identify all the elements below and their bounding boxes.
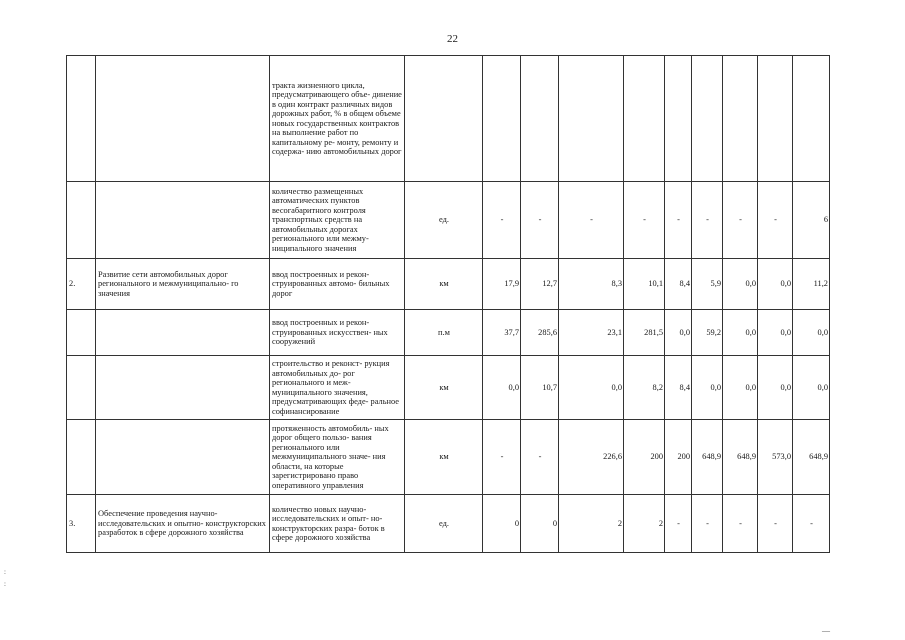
indicator-name: тракта жизненного цикла, предусматривающего объе- динение в один контракт различных видов дорожных работ, % в общем объеме новых государственных контрактов на выполнение работ по капитальному ре- монту, ремонту и содержа- нию автомобильных дорог bbox=[270, 56, 405, 182]
value-cell: 0 bbox=[521, 495, 559, 553]
row-number bbox=[67, 356, 96, 420]
value-cell: 2 bbox=[559, 495, 624, 553]
value-cell bbox=[758, 56, 793, 182]
indicator-name: ввод построенных и рекон- струированных автомо- бильных дорог bbox=[270, 259, 405, 310]
task-name: Обеспечение проведения научно- исследовательских и опытно- конструкторских разработок в сфере дорожного хозяйства bbox=[96, 495, 270, 553]
indicator-name: ввод построенных и рекон- струированных искусствен- ных сооружений bbox=[270, 310, 405, 356]
value-cell: - bbox=[758, 495, 793, 553]
unit-cell: км bbox=[405, 356, 483, 420]
task-name bbox=[96, 420, 270, 495]
value-cell: 0,0 bbox=[723, 259, 758, 310]
value-cell: - bbox=[665, 495, 692, 553]
footer-mark: — bbox=[822, 626, 830, 635]
value-cell: - bbox=[665, 182, 692, 259]
value-cell: 8,4 bbox=[665, 356, 692, 420]
table-row bbox=[67, 495, 830, 553]
value-cell: 17,9 bbox=[483, 259, 521, 310]
table-row bbox=[67, 259, 830, 310]
row-number: 2. bbox=[67, 259, 96, 310]
value-cell: 0,0 bbox=[559, 356, 624, 420]
value-cell: 10,7 bbox=[521, 356, 559, 420]
task-name: Развитие сети автомобильных дорог регионального и межмуниципально- го значения bbox=[96, 259, 270, 310]
value-cell: - bbox=[483, 182, 521, 259]
value-cell: 200 bbox=[665, 420, 692, 495]
indicator-name: строительство и реконст- рукция автомобильных до- рог регионального и меж- муниципального значения, предусматривающих феде- ральное софинансирование bbox=[270, 356, 405, 420]
value-cell bbox=[665, 56, 692, 182]
page-number: 22 bbox=[447, 33, 458, 45]
value-cell: - bbox=[559, 182, 624, 259]
value-cell: 200 bbox=[624, 420, 665, 495]
table-row bbox=[67, 420, 830, 495]
value-cell: 0,0 bbox=[758, 259, 793, 310]
value-cell bbox=[559, 56, 624, 182]
task-name bbox=[96, 356, 270, 420]
indicator-name: протяженность автомобиль- ных дорог общего пользо- вания регионального или межмуниципального значе- ния области, на которые зарегистрировано право оперативного управления bbox=[270, 420, 405, 495]
unit-cell: ед. bbox=[405, 182, 483, 259]
value-cell: 648,9 bbox=[723, 420, 758, 495]
value-cell: - bbox=[483, 420, 521, 495]
row-number: 3. bbox=[67, 495, 96, 553]
value-cell: 0 bbox=[483, 495, 521, 553]
row-number bbox=[67, 420, 96, 495]
value-cell: 648,9 bbox=[793, 420, 830, 495]
value-cell: - bbox=[723, 495, 758, 553]
value-cell: 59,2 bbox=[692, 310, 723, 356]
value-cell: 0,0 bbox=[483, 356, 521, 420]
value-cell: 0,0 bbox=[723, 310, 758, 356]
value-cell: 0,0 bbox=[692, 356, 723, 420]
value-cell bbox=[521, 56, 559, 182]
value-cell: 0,0 bbox=[758, 356, 793, 420]
unit-cell: км bbox=[405, 259, 483, 310]
row-number bbox=[67, 56, 96, 182]
value-cell: 8,4 bbox=[665, 259, 692, 310]
margin-mark: : bbox=[4, 580, 6, 588]
table-row bbox=[67, 310, 830, 356]
value-cell bbox=[793, 56, 830, 182]
value-cell: - bbox=[521, 420, 559, 495]
value-cell: - bbox=[723, 182, 758, 259]
unit-cell: ед. bbox=[405, 495, 483, 553]
indicator-name: количество новых научно- исследовательских и опыт- но-конструкторских разра- боток в сфере дорожного хозяйства bbox=[270, 495, 405, 553]
indicator-name: количество размещенных автоматических пунктов весогабаритного контроля транспортных средств на автомобильных дорогах регионального или межму- ниципального значения bbox=[270, 182, 405, 259]
value-cell: 0,0 bbox=[793, 310, 830, 356]
value-cell: 12,7 bbox=[521, 259, 559, 310]
value-cell: 0,0 bbox=[665, 310, 692, 356]
value-cell: 573,0 bbox=[758, 420, 793, 495]
task-name bbox=[96, 310, 270, 356]
value-cell: - bbox=[758, 182, 793, 259]
value-cell: - bbox=[692, 495, 723, 553]
value-cell: 0,0 bbox=[723, 356, 758, 420]
value-cell: 37,7 bbox=[483, 310, 521, 356]
value-cell bbox=[723, 56, 758, 182]
task-name bbox=[96, 56, 270, 182]
indicators-table bbox=[66, 55, 830, 553]
table-row bbox=[67, 56, 830, 182]
value-cell: 0,0 bbox=[758, 310, 793, 356]
value-cell: 285,6 bbox=[521, 310, 559, 356]
unit-cell: км bbox=[405, 420, 483, 495]
value-cell: 5,9 bbox=[692, 259, 723, 310]
value-cell: 10,1 bbox=[624, 259, 665, 310]
margin-mark: : bbox=[4, 568, 6, 576]
value-cell: 0,0 bbox=[793, 356, 830, 420]
value-cell bbox=[624, 56, 665, 182]
value-cell: 226,6 bbox=[559, 420, 624, 495]
value-cell: 11,2 bbox=[793, 259, 830, 310]
value-cell bbox=[483, 56, 521, 182]
value-cell: 8,3 bbox=[559, 259, 624, 310]
value-cell: - bbox=[793, 495, 830, 553]
value-cell: 281,5 bbox=[624, 310, 665, 356]
row-number bbox=[67, 310, 96, 356]
unit-cell: п.м bbox=[405, 310, 483, 356]
table-row bbox=[67, 182, 830, 259]
task-name bbox=[96, 182, 270, 259]
value-cell: 6 bbox=[793, 182, 830, 259]
table-row bbox=[67, 356, 830, 420]
value-cell: - bbox=[624, 182, 665, 259]
value-cell: - bbox=[692, 182, 723, 259]
value-cell bbox=[692, 56, 723, 182]
unit-cell bbox=[405, 56, 483, 182]
row-number bbox=[67, 182, 96, 259]
value-cell: 23,1 bbox=[559, 310, 624, 356]
value-cell: 2 bbox=[624, 495, 665, 553]
value-cell: 8,2 bbox=[624, 356, 665, 420]
value-cell: - bbox=[521, 182, 559, 259]
value-cell: 648,9 bbox=[692, 420, 723, 495]
